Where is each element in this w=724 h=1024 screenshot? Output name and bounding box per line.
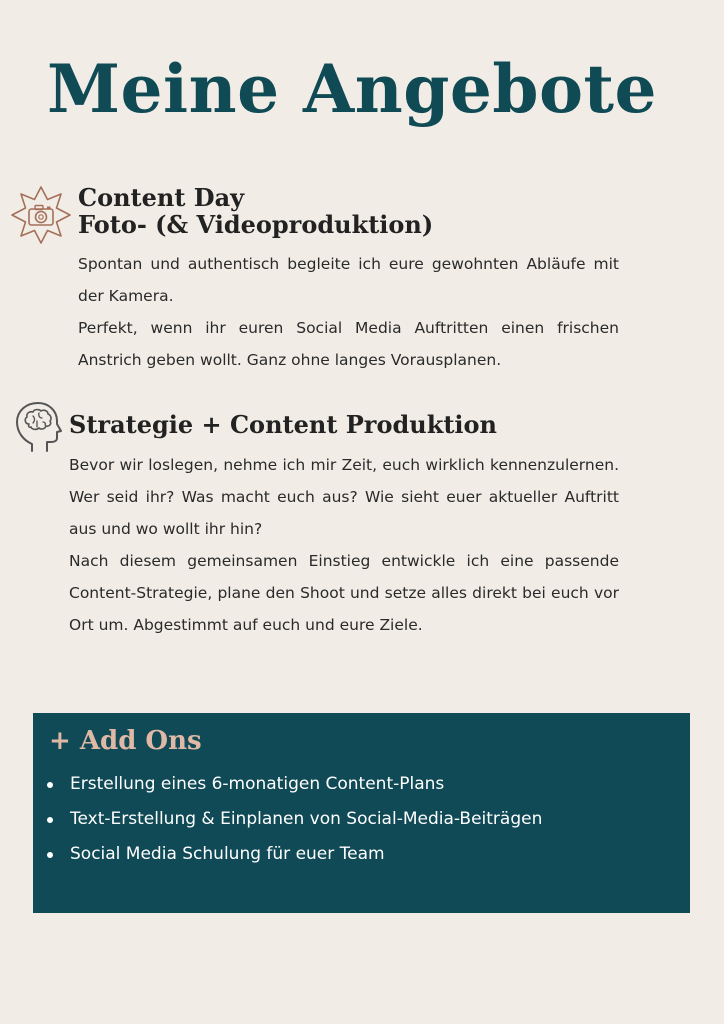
addons-box (33, 713, 690, 913)
addons-title: + Add Ons (49, 726, 202, 756)
addons-list-item: Text-Erstellung & Einplanen von Social-Media-Beiträgen (47, 802, 542, 837)
offer-heading-line: Foto- (& Videoproduktion) (78, 210, 434, 239)
addons-list (47, 767, 542, 872)
offer-description-content-day (78, 248, 619, 376)
offer-heading-content-day (78, 184, 433, 238)
addons-list-item: Erstellung eines 6-monatigen Content-Plans (47, 767, 542, 802)
addons-list-item: Social Media Schulung für euer Team (47, 837, 542, 872)
offer-description-strategie (69, 449, 619, 641)
offer-paragraph: Bevor wir loslegen, nehme ich mir Zeit, euch wirklich kennenzulernen. Wer seid ihr? Was macht euch aus? Wie sieht euer aktueller Auftritt aus und wo wollt ihr hin? (69, 456, 619, 538)
offer-heading-line: Content Day (78, 183, 245, 212)
offer-paragraph: Perfekt, wenn ihr euren Social Media Auftritten einen frischen Anstrich geben wollt. Ganz ohne langes Vorausplanen. (78, 319, 619, 369)
offer-paragraph: Spontan und authentisch begleite ich eure gewohnten Abläufe mit der Kamera. (78, 255, 619, 305)
offer-paragraph: Nach diesem gemeinsamen Einstieg entwickle ich eine passende Content-Strategie, plane den Shoot und setze alles direkt bei euch vor Ort um. Abgestimmt auf euch und eure Ziele. (69, 552, 619, 634)
page-title: Meine Angebote (46, 50, 658, 128)
offer-heading-strategie: Strategie + Content Produktion (69, 410, 497, 439)
camera-icon (11, 185, 71, 245)
brain-head-icon (12, 400, 62, 454)
